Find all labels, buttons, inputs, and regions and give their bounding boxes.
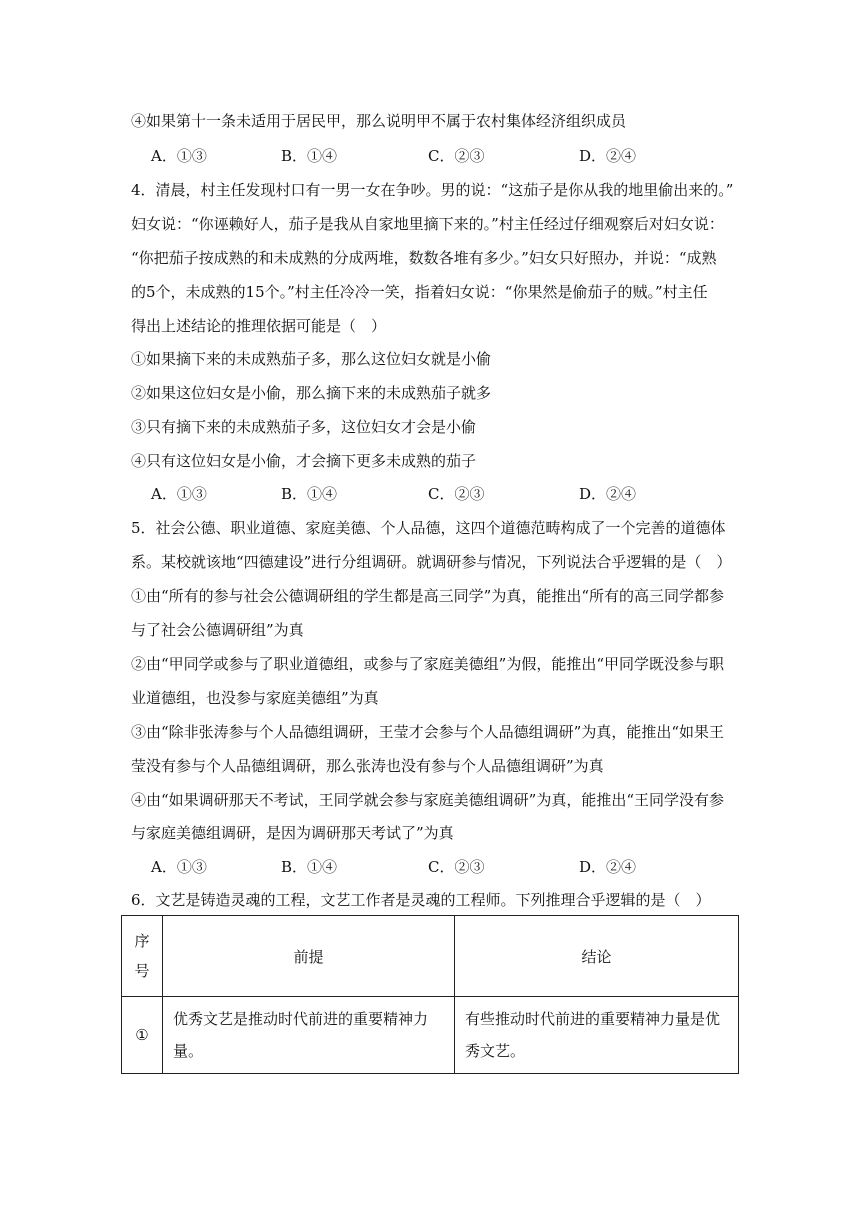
q3-option-d: D．②④ (579, 147, 637, 165)
header-num-line-2: 号 (134, 962, 150, 980)
q5-option-d: D．②④ (579, 858, 637, 876)
row-premise-cell (163, 997, 455, 1074)
row-conclusion-line-2: 秀文艺。 (465, 1042, 526, 1060)
q6-table (121, 915, 739, 1074)
header-conclusion-cell (455, 916, 739, 997)
row-num-cell (122, 997, 163, 1074)
q3-item-4: ④如果第十一条未适用于居民甲，那么说明甲不属于农村集体经济组织成员 (131, 112, 627, 130)
row-premise-line-2: 量。 (173, 1042, 204, 1060)
q4-option-c: C．②③ (428, 485, 485, 503)
q4-option-d: D．②④ (579, 485, 637, 503)
q4-item-4: ④只有这位妇女是小偷，才会摘下更多未成熟的茄子 (131, 452, 477, 470)
q4-item-3: ③只有摘下来的未成熟茄子多，这位妇女才会是小偷 (131, 418, 477, 436)
q3-option-a: A．①③ (151, 147, 207, 165)
table-header-row (122, 916, 739, 997)
q4-stem-line-3: “你把茄子按成熟的和未成熟的分成两堆，数数各堆有多少。”妇女只好照办，并说：“成熟 (131, 249, 717, 267)
q4-stem-line-1: 4．清晨，村主任发现村口有一男一女在争吵。男的说：“这茄子是你从我的地里偷出来的。” (131, 181, 734, 199)
row-num: ① (135, 1026, 149, 1044)
q3-option-b: B．①④ (281, 147, 338, 165)
q6-stem: 6．文艺是铸造灵魂的工程，文艺工作者是灵魂的工程师。下列推理合乎逻辑的是（ ） (131, 891, 711, 909)
q4-option-b: B．①④ (281, 485, 338, 503)
q4-stem-line-5: 得出上述结论的推理依据可能是（ ） (131, 317, 387, 335)
q4-item-1: ①如果摘下来的未成熟茄子多，那么这位妇女就是小偷 (131, 350, 492, 368)
q5-item-3-line-2: 莹没有参与个人品德组调研，那么张涛也没有参与个人品德组调研”为真 (131, 757, 604, 775)
table-row (122, 997, 739, 1074)
q5-item-2-line-1: ②由“甲同学或参与了职业道德组，或参与了家庭美德组”为假，能推出“甲同学既没参与职 (131, 655, 725, 673)
row-conclusion-cell (455, 997, 739, 1074)
q4-stem-line-2: 妇女说：“你诬赖好人，茄子是我从自家地里摘下来的。”村主任经过仔细观察后对妇女说： (131, 215, 724, 233)
q5-item-3-line-1: ③由“除非张涛参与个人品德组调研，王莹才会参与个人品德组调研”为真，能推出“如果王 (131, 723, 725, 741)
q5-item-2-line-2: 业道德组，也没参与家庭美德组”为真 (131, 689, 379, 707)
q5-option-c: C．②③ (428, 858, 485, 876)
q5-item-1-line-1: ①由“所有的参与社会公德调研组的学生都是高三同学”为真，能推出“所有的高三同学都参 (131, 587, 725, 605)
row-conclusion-line-1: 有些推动时代前进的重要精神力量是优 (465, 1010, 721, 1028)
q5-item-1-line-2: 与了社会公德调研组”为真 (131, 621, 304, 639)
header-num-line-1: 序 (134, 932, 150, 950)
row-premise-line-1: 优秀文艺是推动时代前进的重要精神力 (173, 1010, 429, 1028)
q5-options (131, 857, 731, 877)
q5-option-a: A．①③ (151, 858, 207, 876)
q5-item-4-line-2: 与家庭美德组调研，是因为调研那天考试了”为真 (131, 824, 454, 842)
q4-stem-line-4: 的5个，未成熟的15个。”村主任冷冷一笑，指着妇女说：“你果然是偷茄子的贼。”村主任 (131, 283, 708, 301)
q5-option-b: B．①④ (281, 858, 338, 876)
header-premise-cell (163, 916, 455, 997)
q4-option-a: A．①③ (151, 485, 207, 503)
q5-stem-line-2: 系。某校就该地“四德建设”进行分组调研。就调研参与情况，下列说法合乎逻辑的是（ ） (131, 553, 732, 571)
header-num-cell (122, 916, 163, 997)
q4-item-2: ②如果这位妇女是小偷，那么摘下来的未成熟茄子就多 (131, 384, 492, 402)
q3-options (131, 146, 731, 166)
q5-item-4-line-1: ④由“如果调研那天不考试，王同学就会参与家庭美德组调研”为真，能推出“王同学没有参 (131, 791, 725, 809)
q5-stem-line-1: 5．社会公德、职业道德、家庭美德、个人品德，这四个道德范畴构成了一个完善的道德体 (131, 519, 726, 537)
q3-option-c: C．②③ (428, 147, 485, 165)
header-premise: 前提 (293, 947, 324, 966)
q4-options (131, 484, 731, 504)
header-conclusion: 结论 (581, 947, 612, 966)
